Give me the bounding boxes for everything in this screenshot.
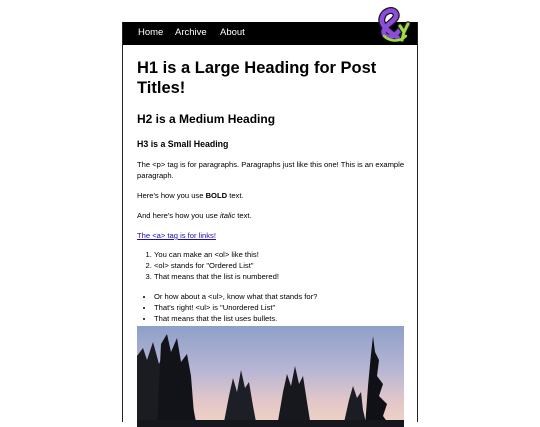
italic-example-paragraph xyxy=(137,210,405,221)
italic-example-prefix: And here's how you use xyxy=(137,211,220,220)
nav-about-link[interactable]: About xyxy=(220,27,245,38)
italic-example-suffix: text. xyxy=(235,211,252,220)
ordered-list xyxy=(137,249,405,282)
post-content xyxy=(137,58,405,324)
sunset-trees-photo xyxy=(137,326,404,427)
post-title-h1: H1 is a Large Heading for Post Titles! xyxy=(137,59,377,97)
list-item: 2. <ol> stands for "Ordered List" xyxy=(154,260,405,271)
example-link[interactable]: The <a> tag is for links! xyxy=(137,231,216,240)
bold-word: BOLD xyxy=(205,191,228,200)
heading-h2: H2 is a Medium Heading xyxy=(137,112,276,126)
bold-example-suffix: text. xyxy=(227,191,244,200)
bold-example-paragraph xyxy=(137,190,405,201)
list-item: 1. You can make an <ol> like this! xyxy=(154,249,405,260)
list-item: • Or how about a <ul>, know what that stands for? xyxy=(154,291,405,302)
list-item: 3. That means that the list is numbered! xyxy=(154,271,405,282)
nav-archive-link[interactable]: Archive xyxy=(175,27,207,38)
bold-example-prefix: Here's how you use xyxy=(137,191,206,200)
intro-paragraph: The <p> tag is for paragraphs. Paragraphs just like this one! This is an example paragraph. xyxy=(137,160,405,180)
nav-home-link[interactable]: Home xyxy=(138,27,164,38)
link-paragraph xyxy=(137,230,405,241)
blog-page xyxy=(122,22,418,422)
heading-h3: H3 is a Small Heading xyxy=(137,139,229,149)
list-item: • That's right! <ul> is "Unordered List" xyxy=(154,302,405,313)
italic-word: italic xyxy=(219,211,236,220)
ampersand-y-logo-icon[interactable] xyxy=(372,2,414,44)
list-item: • That means that the list uses bullets. xyxy=(154,313,405,324)
unordered-list xyxy=(137,291,405,324)
